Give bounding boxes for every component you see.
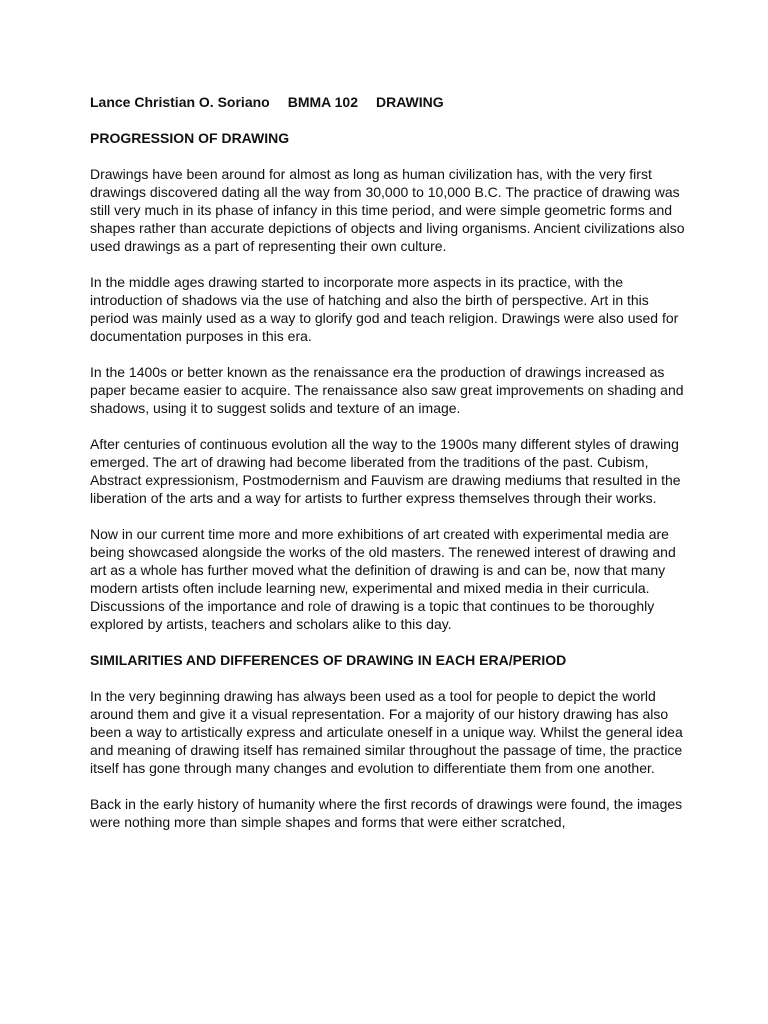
document-header bbox=[90, 93, 686, 111]
document-page bbox=[90, 93, 686, 849]
paragraph: In the middle ages drawing started to incorporate more aspects in its practice, with the introduction of shadows via the use of hatching and also the birth of perspective. Art in this period was mainly used as a way to glorify god and teach religion. Drawings were also used for documentation purposes in this era. bbox=[90, 274, 679, 344]
section-similarities-differences bbox=[90, 651, 686, 831]
paragraph: Now in our current time more and more exhibitions of art created with experimental media are being showcased alongside the works of the old masters. The renewed interest of drawing and art as a whole has further moved what the definition of drawing is and can be, now that many modern artists often include learning new, experimental and mixed media in their curricula. Discussions of the importance and role of drawing is a topic that continues to be thoroughly explored by artists, teachers and scholars alike to this day. bbox=[90, 526, 676, 632]
section-title: PROGRESSION OF DRAWING bbox=[90, 130, 290, 146]
paragraph: After centuries of continuous evolution all the way to the 1900s many different styles of drawing emerged. The art of drawing had become liberated from the traditions of the past. Cubism, Abstract expressionism, Postmodernism and Fauvism are drawing mediums that resulted in the liberation of the arts and a way for artists to further express themselves through their works. bbox=[90, 436, 681, 506]
author-name: Lance Christian O. Soriano bbox=[90, 94, 270, 110]
subject-name: DRAWING bbox=[375, 94, 444, 110]
paragraph: In the very beginning drawing has always been used as a tool for people to depict the world around them and give it a visual representation. For a majority of our history drawing has also been a way to artistically express and articulate oneself in a unique way. Whilst the general idea and meaning of drawing itself has remained similar throughout the passage of time, the practice itself has gone through many changes and evolution to differentiate them from one another. bbox=[90, 688, 683, 776]
paragraph: In the 1400s or better known as the renaissance era the production of drawings increased as paper became easier to acquire. The renaissance also saw great improvements on shading and shadows, using it to suggest solids and texture of an image. bbox=[90, 364, 684, 416]
course-code: BMMA 102 bbox=[287, 94, 358, 110]
section-progression bbox=[90, 129, 686, 633]
section-title: SIMILARITIES AND DIFFERENCES OF DRAWING IN EACH ERA/PERIOD bbox=[90, 652, 567, 668]
paragraph: Back in the early history of humanity where the first records of drawings were found, the images were nothing more than simple shapes and forms that were either scratched, bbox=[90, 796, 683, 830]
paragraph: Drawings have been around for almost as long as human civilization has, with the very first drawings discovered dating all the way from 30,000 to 10,000 B.C. The practice of drawing was still very much in its phase of infancy in this time period, and were simple geometric forms and shapes rather than accurate depictions of objects and living organisms. Ancient civilizations also used drawings as a part of representing their own culture. bbox=[90, 166, 685, 254]
